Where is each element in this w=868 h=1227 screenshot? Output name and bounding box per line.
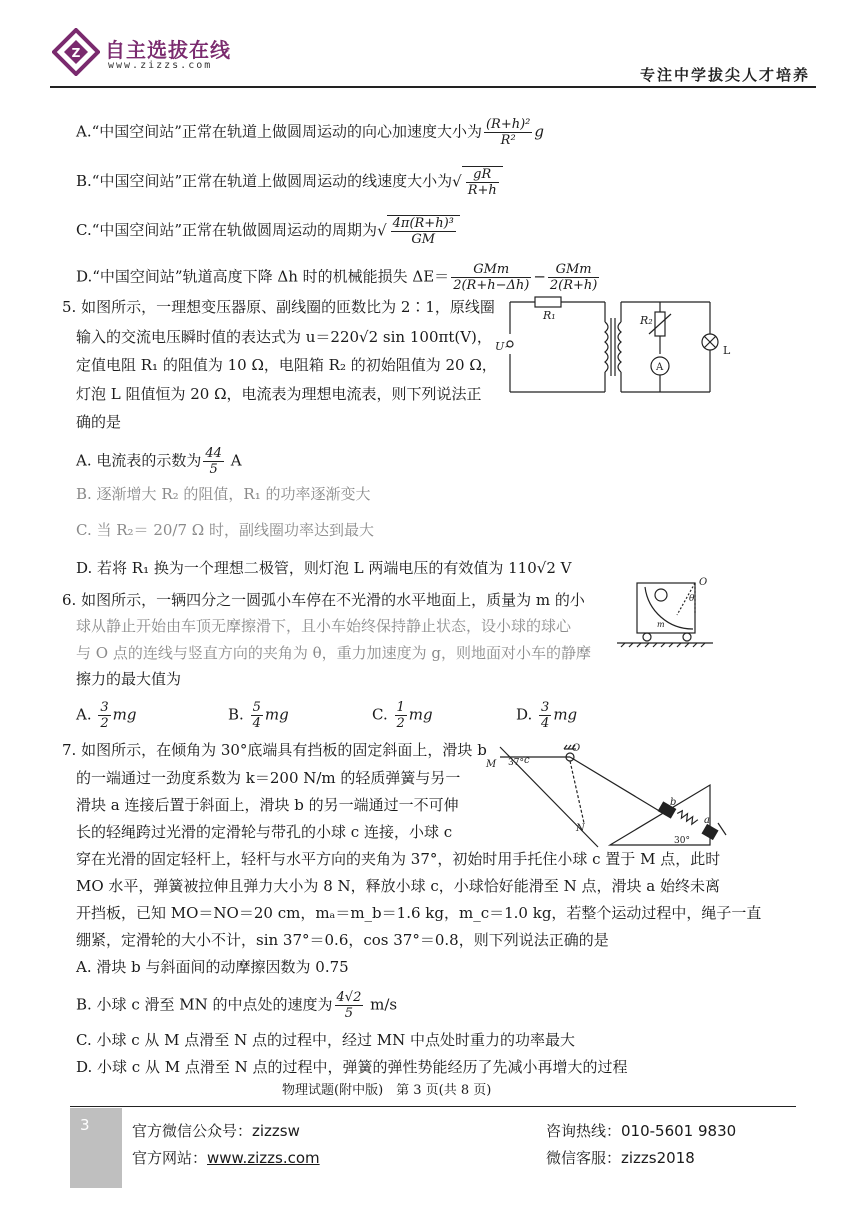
fig-label-37: 37° [508,758,524,768]
q4-option-a: A.“中国空间站”正常在轨道上做圆周运动的向心加速度大小为 $\frac{\text{(R+h)²}}{\text{R²}}$ g [76,117,544,148]
fig-label-m: m [657,620,665,629]
fig-label-m: M [486,759,497,770]
q5-stem-line: 灯泡 L 阻值恒为 20 Ω，电流表为理想电流表，则下列说法正 [76,385,482,403]
q5-option-c: C. 当 R₂＝ 20/7 Ω 时，副线圈功率达到最大 [76,521,374,539]
q6-option-a: A. $\frac{3}{2}$ mg [76,700,137,731]
footer-wechat-service: 微信客服：zizzs2018 [546,1149,695,1167]
footer-website: 官方网站：www.zizzs.com [132,1149,320,1167]
q6-option-d: D. $\frac{3}{4}$ mg [516,700,578,731]
header-slogan: 专注中学拔尖人才培养 [640,66,811,84]
fig-label-b: b [670,797,677,808]
fig-label-ammeter: A [656,362,664,373]
q4-option-d: D.“中国空间站”轨道高度下降 Δh 时的机械能损失 ΔE＝ $\frac{\text{GMm}}{2(R+h-\Delta h)}$ − $\frac{\text{GMm}}{2(R+h)}$ [76,262,598,293]
q6-cart-figure [615,575,715,655]
footer-page-number: 3 [80,1116,90,1134]
q5-option-b: B. 逐渐增大 R₂ 的阻值，R₁ 的功率逐渐变大 [76,485,371,503]
q5-stem-line: 确的是 [76,413,122,431]
fig-label-theta: θ [689,594,695,604]
svg-text:Z: Z [71,46,81,60]
page-footer: 物理试题(附中版) 第 3 页(共 8 页) [282,1083,492,1098]
q5-option-d: D. 若将 R₁ 换为一个理想二极管，则灯泡 L 两端电压的有效值为 110√2 V [76,559,572,577]
q4-option-b: B.“中国空间站”正常在轨道上做圆周运动的线速度大小为√ $\frac{gR}{R+h}$ [76,166,503,198]
q7-option-b: B. 小球 c 滑至 MN 的中点处的速度为 $\frac{4√2}{5}$ m/s [76,990,398,1021]
fig-label-l: L [723,344,731,357]
q6-stem-line: 与 O 点的连线与竖直方向的夹角为 θ，重力加速度为 g，则地面对小车的静摩 [76,644,592,662]
fig-label-30: 30° [674,836,690,846]
q7-option-c: C. 小球 c 从 M 点滑至 N 点的过程中，经过 MN 中点处时重力的功率最大 [76,1031,575,1049]
fig-label-a: a [704,815,710,826]
q6-stem-line: 擦力的最大值为 [76,670,182,688]
footer-page-box [70,1108,122,1188]
fig-label-u: U~ [495,340,514,353]
fig-label-o: O [572,743,581,754]
q7-stem-line: MO 水平，弹簧被拉伸且弹力大小为 8 N，释放小球 c，小球恰好能滑至 N 点，滑块 a 始终未离 [76,877,720,895]
q6-stem-line: 球从静止开始由车顶无摩擦滑下，且小车始终保持静止状态，设小球的球心 [76,617,572,635]
fig-label-c: c [524,755,530,766]
q7-stem-line: 开挡板，已知 MO＝NO＝20 cm，mₐ＝m_b＝1.6 kg，m_c＝1.0 kg，若整个运动过程中，绳子一直 [76,904,762,922]
q5-stem-line: 5. 如图所示，一理想变压器原、副线圈的匝数比为 2∶1，原线圈 [62,298,495,316]
fig-label-r2: R₂ [640,314,653,327]
q5-circuit-figure [495,292,745,402]
fig-label-o: O [699,577,708,588]
footer-website-link[interactable]: www.zizzs.com [207,1149,320,1167]
q5-option-a: A. 电流表的示数为 $\frac{44}{5}$ A [76,446,242,477]
q6-option-c: C. $\frac{1}{2}$ mg [372,700,433,731]
q6-option-b: B. $\frac{5}{4}$ mg [228,700,289,731]
q7-stem-line: 穿在光滑的固定轻杆上，轻杆与水平方向的夹角为 37°，初始时用手托住小球 c 置于 M 点，此时 [76,850,721,868]
fig-label-n: N [576,823,585,834]
q7-incline-figure [480,735,730,853]
logo-text: 自主选拔在线 [105,38,231,62]
q7-stem-line: 的一端通过一劲度系数为 k＝200 N/m 的轻质弹簧与另一 [76,769,461,787]
q5-stem-line: 输入的交流电压瞬时值的表达式为 u＝220√2 sin 100πt(V)， [76,328,492,346]
q7-stem-line: 绷紧，定滑轮的大小不计，sin 37°＝0.6，cos 37°＝0.8，则下列说法正确的是 [76,931,609,949]
q4-option-c: C.“中国空间站”正常在轨做圆周运动的周期为√ $\frac{\text{4π(R+h)³}}{GM}$ [76,215,460,247]
q7-stem-line: 滑块 a 连接后置于斜面上，滑块 b 的另一端通过一不可伸 [76,796,459,814]
q5-stem-line: 定值电阻 R₁ 的阻值为 10 Ω，电阻箱 R₂ 的初始阻值为 20 Ω， [76,356,497,374]
q7-option-d: D. 小球 c 从 M 点滑至 N 点的过程中，弹簧的弹性势能经历了先减小再增大的过程 [76,1058,628,1076]
footer-hotline: 咨询热线：010-5601 9830 [546,1122,737,1140]
logo-icon [52,28,100,76]
footer-wechat-official: 官方微信公众号：zizzsw [132,1122,300,1140]
q6-stem-line: 6. 如图所示，一辆四分之一圆弧小车停在不光滑的水平地面上，质量为 m 的小 [62,591,585,609]
footer-rule [70,1106,796,1107]
fig-label-r1: R₁ [543,309,556,322]
logo-url: www.zizzs.com [108,60,213,71]
q7-stem-line: 长的轻绳跨过光滑的定滑轮与带孔的小球 c 连接，小球 c [76,823,453,841]
q7-option-a: A. 滑块 b 与斜面间的动摩擦因数为 0.75 [76,958,349,976]
q7-stem-line: 7. 如图所示，在倾角为 30°底端具有挡板的固定斜面上，滑块 b [62,741,487,759]
resistor-r1 [535,297,561,307]
header-rule [50,86,816,88]
